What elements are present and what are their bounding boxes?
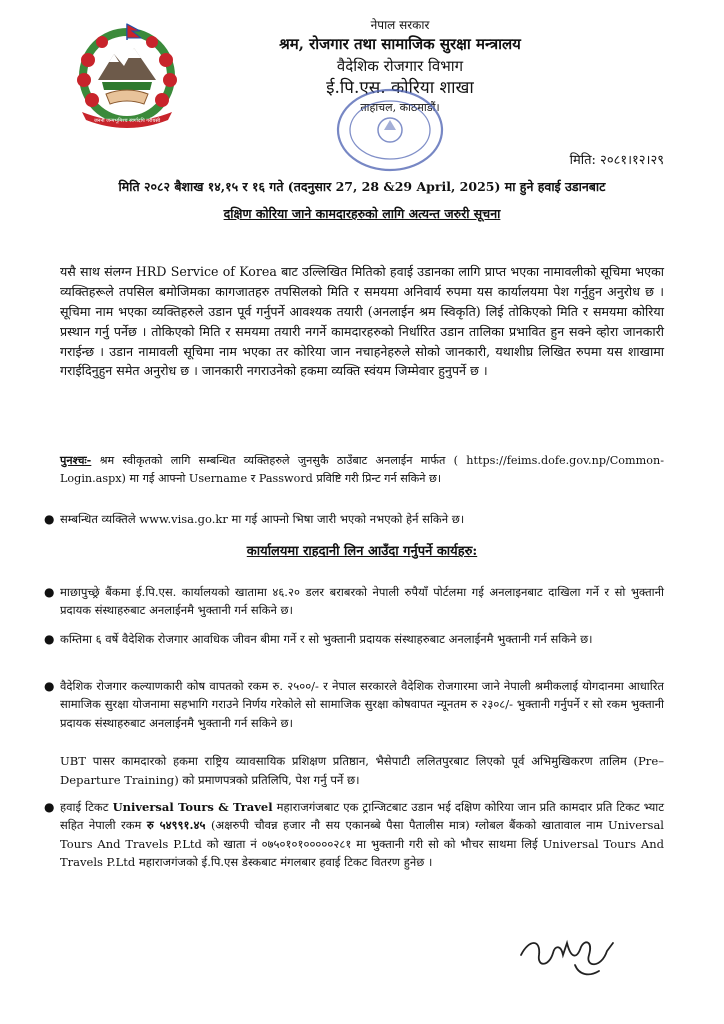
postscript-paragraph xyxy=(60,452,664,488)
nepal-emblem-icon xyxy=(62,20,192,130)
ticket-details: (अक्षरुपी चौवन्न हजार नौ सय एकानब्बे पैसा पैतालीस मात्र) ग्लोबल बैंकको खातावाल नाम Universal Tours And Travels P.Ltd को खाता नं ०७५०१०१०००००२८१ मा भुक्तानी गरी सो को भौचर साथमा लिई Universal Tours And Travels P.Ltd महाराजगंजको ई.पि.एस डेस्कबाट मंगलबार हवाई टिकट वितरण हुनेछ । xyxy=(60,818,664,870)
list-item xyxy=(44,510,664,529)
bullet-dot-icon: ● xyxy=(44,585,55,599)
list-item xyxy=(44,583,664,620)
office-stamp-icon xyxy=(330,82,450,177)
postscript-label: पुनश्चः- xyxy=(60,453,92,467)
notice-title-line1: मिति २०८२ बैशाख १४,१५ र १६ गते (तदनुसार 27, 28 &29 April, 2025) मा हुने हवाई उडानबाट xyxy=(118,179,606,194)
emblem-map xyxy=(102,82,152,90)
postscript-text: श्रम स्वीकृतको लागि सम्बन्धित व्यक्तिहरुले जुनसुकै ठाउँबाट अनलाईन मार्फत ( https://feims.dofe.gov.np/Common-Login.aspx) मा गई आफ्नो Username र Password प्रविष्टि गरी प्रिन्ट गर्न सकिने छ। xyxy=(60,454,664,485)
notice-body-paragraph: यसै साथ संलग्न HRD Service of Korea बाट उल्लिखित मितिको हवाई उडानका लागि प्राप्त भएका नामावलीको सूचिमा भएका व्यक्तिहरूले तपसिल बमोजिमका कागजातहरु तपसिलको मिति र समयमा अनिवार्य रुपमा यस कार्यालयमा पेश गर्नुहुन अनुरोध छ । सूचिमा नाम भएका व्यक्तिहरुले उडान पूर्व गर्नुपर्ने आवश्यक तयारी (अनलाईन श्रम स्विकृति) लिई तोकिएको मिति र समयमा कोरिया प्रस्थान गर्नु पर्नेछ । तोकिएको मिति र समयमा तयारी नगर्ने कामदारहरुको निर्धारित उडान तालिका प्रभावित हुन सक्ने व्होरा जानकारी गराईन्छ । उडान नामावली सूचिमा नाम भएका तर कोरिया जान नचाहनेहरुले सोको जानकारी, यथाशीघ्र लिखित रुपमा यस शाखामा गराईदिनुहुन समेत अनुरोध छ । जानकारी नगराउनेको हकमा व्यक्ति स्वंयम जिम्मेवार हुनुपर्ने छ । xyxy=(60,264,664,379)
department-name: वैदेशिक रोजगार विभाग xyxy=(336,56,464,75)
ticket-text xyxy=(60,798,664,872)
list-item xyxy=(44,677,664,732)
bullet-dot-icon: ● xyxy=(44,512,55,526)
government-name: नेपाल सरकार xyxy=(370,18,430,32)
notice-title-line2: दक्षिण कोरिया जाने कामदारहरुको लागि अत्यन्त जरुरी सूचना xyxy=(223,205,501,221)
ticket-amount: रु ५४९९१.४५ xyxy=(146,818,206,833)
svg-text:जननी जन्मभूमिश्च स्वर्गादपि गर: जननी जन्मभूमिश्च स्वर्गादपि गरीयसी xyxy=(93,118,161,124)
letter-date: मिति: २०८१।१२।२९ xyxy=(569,153,664,168)
visa-check-text: सम्बन्धित व्यक्तिले www.visa.go.kr मा गई आफ्नो भिषा जारी भएको नभएको हेर्न सकिने छ। xyxy=(60,512,465,526)
bullet-dot-icon: ● xyxy=(44,800,55,814)
task-text: कम्तिमा ६ वर्षे वैदेशिक रोजगार आवधिक जीवन बीमा गर्ने र सो भुक्तानी प्रदायक संस्थाहरुबाट अनलाईनमै भुक्तानी गर्न सकिने छ। xyxy=(60,632,593,646)
signature-icon xyxy=(515,925,635,985)
ubt-paragraph: UBT पासर कामदारको हकमा राष्ट्रिय व्यावसायिक प्रशिक्षण प्रतिष्ठान, भैसेपाटी ललितपुरबाट लिएको पूर्व अभिमुखिकरण तालिम (Pre–Departure Training) को प्रमाणपत्रको प्रतिलिपि, पेश गर्नु पर्ने छ। xyxy=(60,754,664,787)
ticket-prefix: हवाई टिकट xyxy=(60,800,113,814)
ministry-name: श्रम, रोजगार तथा सामाजिक सुरक्षा मन्त्रालय xyxy=(279,35,521,53)
task-text: माछापुच्छ्रे बैंकमा ई.पि.एस. कार्यालयको खातामा ४६.२० डलर बराबरको नेपाली रुपैयाँ पोर्टलमा गई अनलाइनबाट दाखिला गर्ने र सो भुक्तानी प्रदायक संस्थाहरुबाट अनलाईनमै भुक्तानी गर्न सकिने छ। xyxy=(60,585,664,618)
task-text: वैदेशिक रोजगार कल्याणकारी कोष वापतको रकम रु. २५००/- र नेपाल सरकारले वैदेशिक रोजगारमा जाने नेपाली श्रमीकलाई योगदानमा आधारित सामाजिक सुरक्षा योजनामा सहभागि गराउने निर्णय गरेकोले सो सामाजिक सुरक्षा कोषवापत न्यूनतम रु २३०८/- भुक्तानी गर्नुपर्ने र सो रकम भुक्तानी प्रदायक संस्थाहरुबाट अनलाईनमै भुक्तानी गर्न सकिने छ। xyxy=(60,679,664,730)
travel-agency-name: Universal Tours & Travel xyxy=(112,800,273,814)
bullet-dot-icon: ● xyxy=(44,679,55,693)
list-item xyxy=(44,798,664,872)
emblem-ribbon xyxy=(82,112,172,128)
section-heading: कार्यालयमा राहदानी लिन आउँदा गर्नुपर्ने कार्यहरु: xyxy=(246,544,478,559)
emblem-handshake xyxy=(106,90,148,104)
list-item xyxy=(44,630,664,649)
bullet-dot-icon: ● xyxy=(44,632,55,646)
section-name: ई.पि.एस. कोरिया शाखा xyxy=(326,77,474,98)
emblem-mountains xyxy=(98,48,156,80)
notice-title xyxy=(60,178,664,224)
ticket-description: महाराजगंजबाट एक ट्रान्जिटबाट उडान भई दक्षिण कोरिया जान प्रति कामदार प्रति टिकट भ्याट सहित नेपाली रकम xyxy=(60,800,665,833)
office-address: ताहाचल, काठमाडौं। xyxy=(360,100,440,114)
